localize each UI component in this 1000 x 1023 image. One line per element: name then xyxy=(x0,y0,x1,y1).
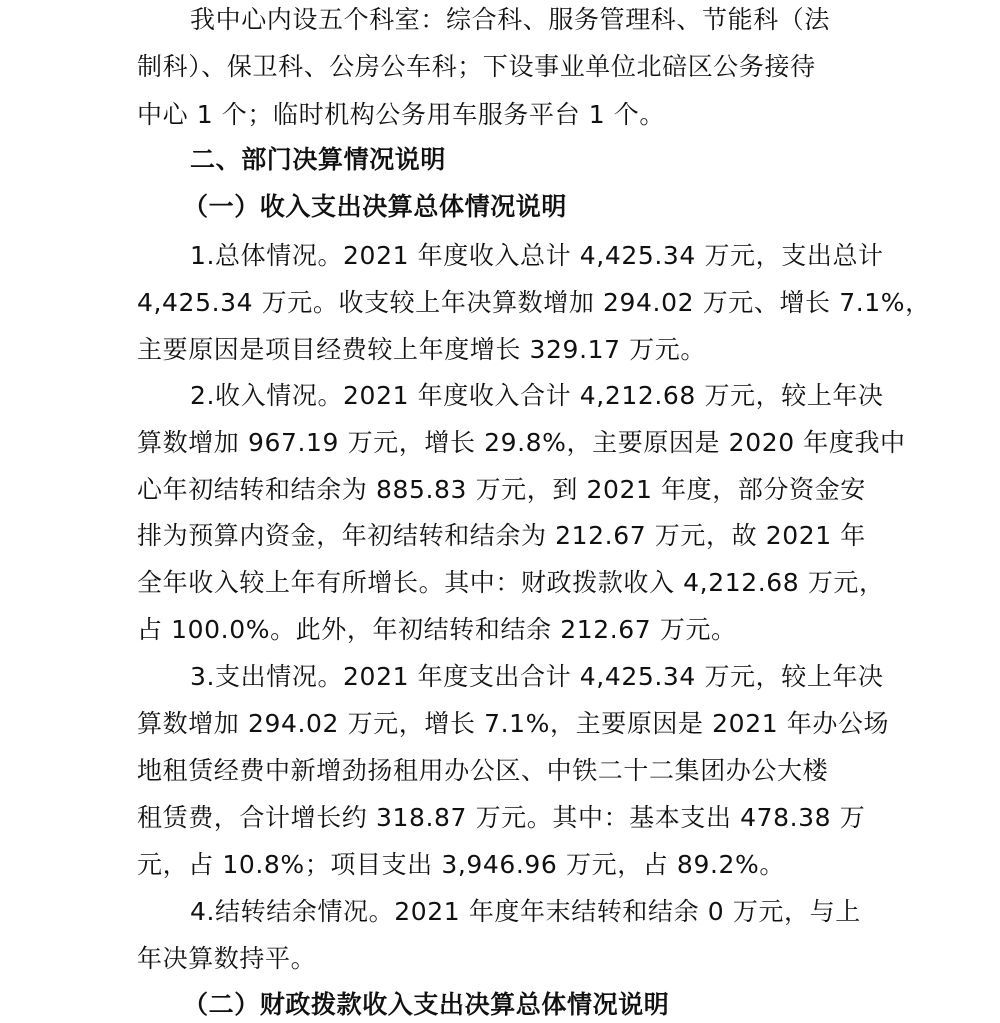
text-line: 4.结转结余情况。2021 年度年末结转和结余 0 万元，与上 xyxy=(190,897,861,926)
text-line: 租赁费，合计增长约 318.87 万元。其中：基本支出 478.38 万 xyxy=(137,803,866,832)
text-line: 占 100.0%。此外，年初结转和结余 212.67 万元。 xyxy=(137,615,737,644)
text-line: 地租赁经费中新增劲扬租用办公区、中铁二十二集团办公大楼 xyxy=(137,756,829,785)
text-line: 排为预算内资金，年初结转和结余为 212.67 万元，故 2021 年 xyxy=(137,521,866,550)
text-line: 主要原因是项目经费较上年度增长 329.17 万元。 xyxy=(137,335,706,364)
text-line: 心年初结转和结余为 885.83 万元，到 2021 年度，部分资金安 xyxy=(137,475,866,504)
text-line: 全年收入较上年有所增长。其中：财政拨款收入 4,212.68 万元， xyxy=(137,568,885,597)
text-line: 1.总体情况。2021 年度收入总计 4,425.34 万元，支出总计 xyxy=(190,241,884,270)
text-line: 我中心内设五个科室：综合科、服务管理科、节能科（法 xyxy=(190,5,831,34)
text-line: 4,425.34 万元。收支较上年决算数增加 294.02 万元、增长 7.1%， xyxy=(137,288,931,317)
text-line: 算数增加 967.19 万元，增长 29.8%，主要原因是 2020 年度我中 xyxy=(137,428,906,457)
subsection-heading: （一）收入支出决算总体情况说明 xyxy=(183,192,568,221)
text-line: 2.收入情况。2021 年度收入合计 4,212.68 万元，较上年决 xyxy=(190,381,884,410)
text-line: 3.支出情况。2021 年度支出合计 4,425.34 万元，较上年决 xyxy=(190,662,884,691)
text-line: 元，占 10.8%；项目支出 3,946.96 万元，占 89.2%。 xyxy=(137,850,785,879)
text-line: 制科）、保卫科、公房公车科；下设事业单位北碚区公务接待 xyxy=(137,52,816,81)
subsection-heading: （二）财政拨款收入支出决算总体情况说明 xyxy=(183,990,670,1019)
text-line: 年决算数持平。 xyxy=(137,944,317,973)
text-line: 算数增加 294.02 万元，增长 7.1%，主要原因是 2021 年办公场 xyxy=(137,709,890,738)
text-line: 中心 1 个；临时机构公务用车服务平台 1 个。 xyxy=(137,100,666,129)
section-heading: 二、部门决算情况说明 xyxy=(190,145,447,174)
